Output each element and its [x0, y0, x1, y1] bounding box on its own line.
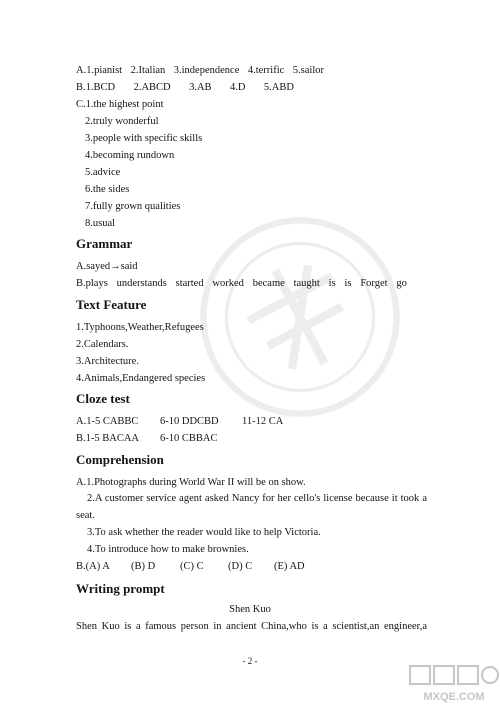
- vocab-b-label: B.: [76, 82, 86, 93]
- cloze-a-part: 11-12 CA: [242, 416, 284, 427]
- comprehension-a3: 3.To ask whether the reader would like to help Victoria.: [87, 527, 321, 538]
- comprehension-a1: A.1.Photographs during World War II will be on show.: [76, 477, 306, 488]
- grammar-word: worked: [212, 278, 244, 289]
- vocab-c-item: 8.usual: [85, 218, 116, 229]
- vocab-c-item: 2.truly wonderful: [85, 116, 159, 127]
- page-number: - 2 -: [242, 656, 258, 666]
- grammar-word: understands: [116, 278, 167, 289]
- grammar-heading: Grammar: [76, 236, 133, 251]
- vocab-a-item: 1.pianist: [86, 65, 123, 76]
- grammar-word: plays: [85, 278, 108, 289]
- cloze-b-part: 6-10 CBBAC: [160, 433, 218, 444]
- vocab-a-item: 2.Italian: [130, 65, 166, 76]
- vocab-c-item: 7.fully grown qualities: [85, 201, 181, 212]
- logo-text: MXQE.COM: [423, 691, 485, 703]
- comprehension-b-part: (E) AD: [274, 561, 305, 572]
- vocab-b-item: 2.ABCD: [133, 82, 171, 93]
- comprehension-heading: Comprehension: [76, 452, 164, 467]
- comprehension-a2-line2: seat.: [76, 510, 95, 521]
- comprehension-b-part: B.(A) A: [76, 561, 110, 572]
- grammar-b-label: B.: [76, 278, 86, 289]
- grammar-a: A.sayed→said: [76, 261, 138, 272]
- vocab-b-row: [76, 81, 294, 94]
- comprehension-b-part: (C) C: [180, 561, 204, 572]
- vocab-c-item: 6.the sides: [85, 184, 130, 195]
- writing-line: Shen Kuo is a famous person in ancient China,who is a scientist,an engineer,a: [76, 621, 427, 632]
- vocab-c-item: 3.people with specific skills: [85, 133, 203, 144]
- writing-title: Shen Kuo: [229, 604, 271, 615]
- comprehension-a4: 4.To introduce how to make brownies.: [87, 544, 249, 555]
- vocab-a-label: A.: [76, 65, 87, 76]
- text-feature-item: 3.Architecture.: [76, 356, 139, 367]
- vocab-a-row: [76, 64, 324, 77]
- text-feature-item: 1.Typhoons,Weather,Refugees: [76, 322, 204, 333]
- cloze-b-part: B.1-5 BACAA: [76, 433, 140, 444]
- vocab-c-item: 4.becoming rundown: [85, 150, 175, 161]
- site-logo: [408, 664, 500, 707]
- comprehension-b-part: (B) D: [131, 561, 156, 572]
- grammar-word: taught: [293, 278, 320, 289]
- vocab-c-text: 1.the highest point: [85, 99, 164, 110]
- vocab-b-item: 1.BCD: [85, 82, 116, 93]
- vocab-b-item: 5.ABD: [263, 82, 294, 93]
- comprehension-a2-line1: 2.A customer service agent asked Nancy for her cello's license because it took a: [87, 493, 427, 504]
- text-feature-item: 2.Calendars.: [76, 339, 129, 350]
- vocab-a-item: 4.terrific: [247, 65, 285, 76]
- vocab-a-item: 5.sailor: [292, 65, 324, 76]
- vocab-c-item: 5.advice: [85, 167, 121, 178]
- text-feature-heading: Text Feature: [76, 297, 147, 312]
- vocab-b-item: 4.D: [230, 82, 246, 93]
- cloze-a-part: A.1-5 CABBC: [76, 416, 139, 427]
- vocab-b-item: 3.AB: [189, 82, 212, 93]
- grammar-word: go: [396, 278, 407, 289]
- grammar-b-row: [76, 277, 407, 290]
- vocab-a-item: 3.independence: [173, 65, 240, 76]
- grammar-word: Forget: [360, 278, 388, 289]
- text-feature-item: 4.Animals,Endangered species: [76, 373, 206, 384]
- cloze-a-part: 6-10 DDCBD: [160, 416, 219, 427]
- comprehension-b-part: (D) C: [228, 561, 253, 572]
- vocab-c-item: [76, 98, 164, 111]
- grammar-word: became: [252, 278, 285, 289]
- writing-heading: Writing prompt: [76, 581, 165, 596]
- grammar-word: started: [175, 278, 204, 289]
- cloze-heading: Cloze test: [76, 391, 130, 406]
- grammar-word: is: [344, 278, 352, 289]
- vocab-c-label: C.: [76, 99, 86, 110]
- grammar-word: is: [328, 278, 336, 289]
